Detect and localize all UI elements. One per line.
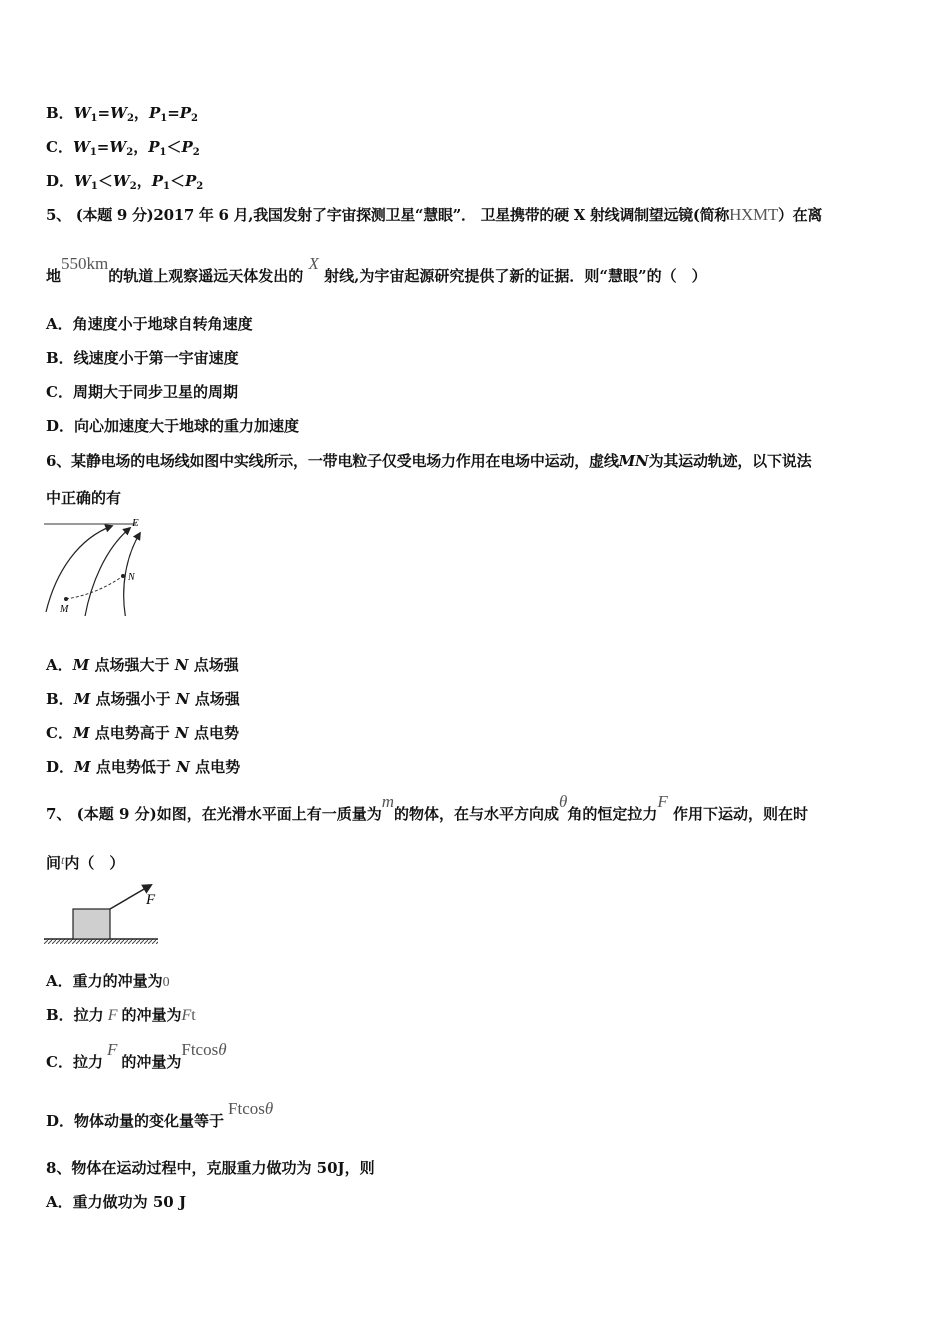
q6-option-d: D．M 点电势低于 N 点电势	[46, 758, 241, 776]
q8-option-a: A．重力做功为 50 J	[46, 1193, 187, 1211]
q5-option-b: B．线速度小于第一宇宙速度	[46, 349, 239, 367]
block	[73, 909, 110, 939]
q6-stem-line1: 6、某静电场的电场线如图中实线所示，一带电粒子仅受电场力作用在电场中运动，虚线MN为其运动轨迹，以下说法	[46, 452, 812, 470]
q5-stem-line1: 5、 (本题 9 分)2017 年 6 月,我国发射了宇宙探测卫星“慧眼”． 卫星携带的硬 X 射线调制望远镜(简称HXMT）在离	[46, 205, 823, 224]
force-label: F	[146, 892, 156, 908]
block-force-figure	[44, 880, 164, 946]
q5-stem-line2: 地550km的轨道上观察遥远天体发出的 X 射线,为宇宙起源研究提供了新的证据．则“慧眼”的（ ）	[46, 254, 707, 285]
q5-option-a: A．角速度小于地球自转角速度	[46, 315, 253, 333]
field-line-left	[46, 526, 112, 612]
q7-option-b: B．拉力 F 的冲量为Ft	[46, 1006, 196, 1024]
q7-option-a: A．重力的冲量为0	[46, 972, 170, 990]
trajectory-mn	[66, 576, 123, 599]
q6-option-a: A．M 点场强大于 N 点场强	[46, 656, 239, 674]
q8-stem: 8、物体在运动过程中，克服重力做功为 50J，则	[46, 1159, 375, 1177]
label-n: N	[128, 572, 135, 583]
q6-option-c: C．M 点电势高于 N 点电势	[46, 724, 240, 742]
field-line-middle	[84, 528, 130, 616]
q7-stem-line1: 7、 (本题 9 分)如图，在光滑水平面上有一质量为m的物体，在与水平方向成θ角的恒定拉力F 作用下运动，则在时	[46, 792, 809, 823]
q7-option-d: D．物体动量的变化量等于Ftcosθ	[46, 1099, 274, 1130]
q5-option-d: D．向心加速度大于地球的重力加速度	[46, 417, 300, 435]
q6-stem-line2: 中正确的有	[46, 489, 122, 507]
q4-option-c: C．$W_1=W_2$，$P_1<P_2$	[46, 138, 200, 158]
q7-stem-line2: 间$^t$内（ ）	[46, 853, 125, 872]
q6-option-b: B．M 点场强小于 N 点场强	[46, 690, 240, 708]
q7-option-c: C．拉力F的冲量为Ftcosθ	[46, 1040, 227, 1071]
force-arrow	[110, 885, 151, 909]
point-n	[121, 574, 125, 578]
label-e: E	[132, 517, 139, 529]
q5-option-c: C．周期大于同步卫星的周期	[46, 383, 238, 401]
label-m: M	[60, 604, 69, 615]
q4-option-b: B．$W_1=W_2$，$P_1=P_2$	[46, 104, 199, 124]
point-m	[64, 597, 68, 601]
electric-field-figure	[44, 516, 154, 616]
q4-option-d: D．$W_1<W_2$，$P_1<P_2$	[46, 172, 204, 192]
